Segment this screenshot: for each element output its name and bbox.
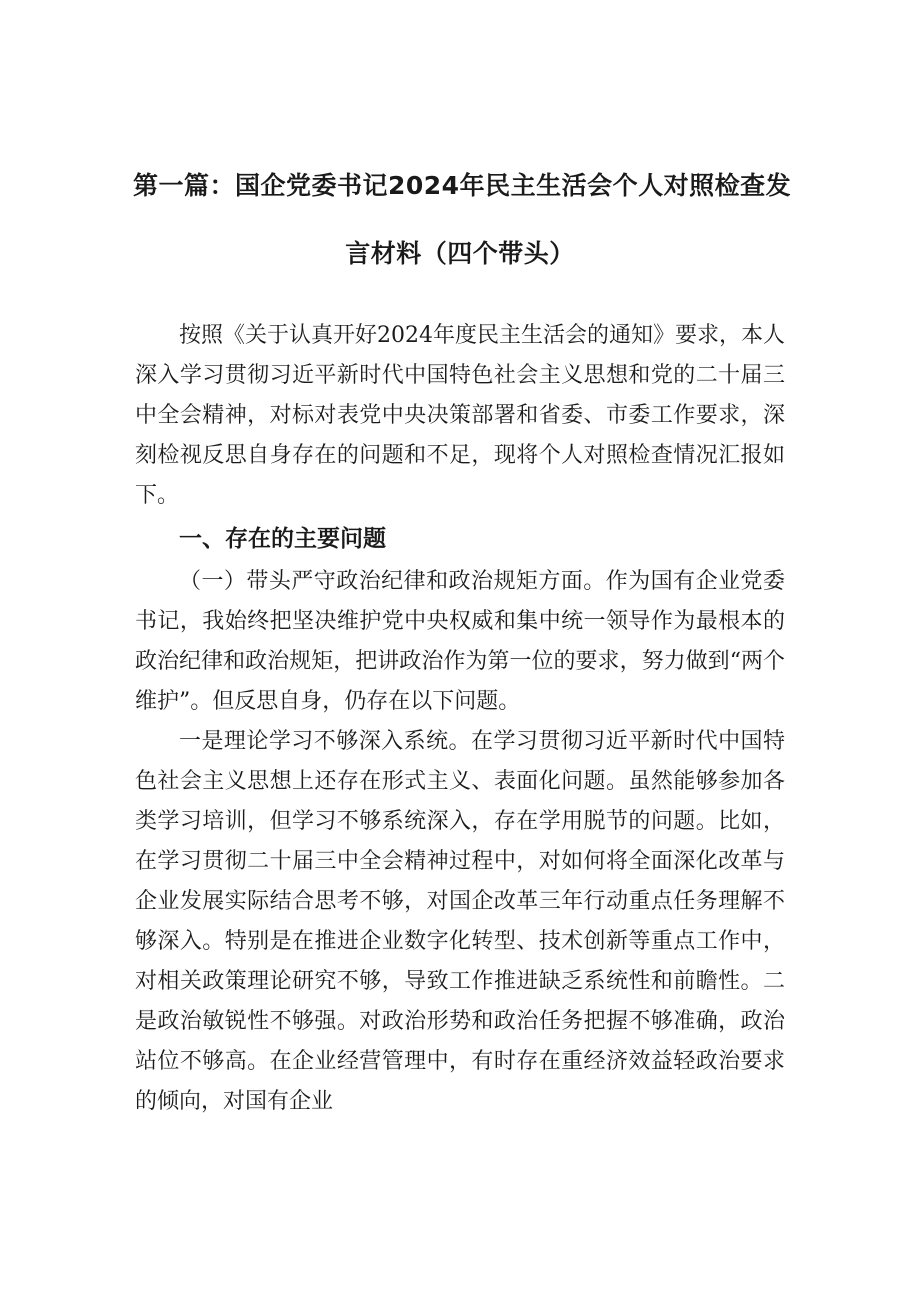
intro-paragraph: 按照《关于认真开好2024年度民主生活会的通知》要求，本人深入学习贯彻习近平新时代中国特色社会主义思想和党的二十届三中全会精神，对标对表党中央决策部署和省委、市委工作要求，深刻检视反思自身存在的问题和不足，现将个人对照检查情况汇报如下。 [135,323,785,508]
document-title-line1: 第一篇：国企党委书记2024年民主生活会个人对照检查发 [133,171,792,200]
document-body [135,316,785,1122]
paragraph-political-discipline: （一）带头严守政治纪律和政治规矩方面。作为国有企业党委书记，我始终把坚决维护党中央权威和集中统一领导作为最根本的政治纪律和政治规矩，把讲政治作为第一位的要求，努力做到“两个维护”。但反思自身，仍存在以下问题。 [135,569,785,714]
paragraph-theory-study: 一是理论学习不够深入系统。在学习贯彻习近平新时代中国特色社会主义思想上还存在形式主义、表面化问题。虽然能够参加各类学习培训，但学习不够系统深入，存在学用脱节的问题。比如，在学习贯彻二十届三中全会精神过程中，对如何将全面深化改革与企业发展实际结合思考不够，对国企改革三年行动重点任务理解不够深入。特别是在推进企业数字化转型、技术创新等重点工作中，对相关政策理论研究不够，导致工作推进缺乏系统性和前瞻性。二是政治敏锐性不够强。对政治形势和政治任务把握不够准确，政治站位不够高。在企业经营管理中，有时存在重经济效益轻政治要求的倾向，对国有企业 [135,729,785,1114]
section-heading: 一、存在的主要问题 [179,526,386,552]
document-title-line2: 言材料（四个带头） [345,239,575,268]
